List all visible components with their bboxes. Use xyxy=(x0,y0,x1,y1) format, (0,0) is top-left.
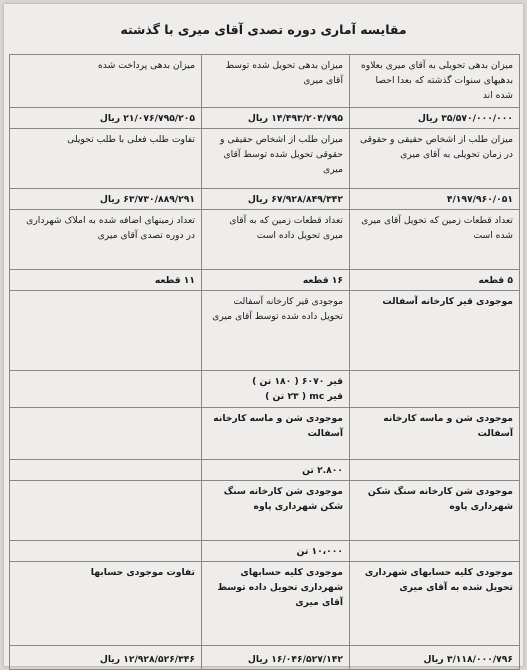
table-cell: موجودی کلیه حسابهای شهرداری تحویل داده توسط آقای میری xyxy=(202,562,350,646)
table-row-debt-headers xyxy=(10,55,520,108)
table-cell-value: ۲۱/۰۷۶/۷۹۵/۲۰۵ ریال xyxy=(10,108,202,129)
table-cell xyxy=(10,291,202,371)
table-cell: تعداد زمینهای اضافه شده به املاک شهرداری در دوره تصدی آقای میری xyxy=(10,210,202,270)
table-cell-value: ۶۳/۷۳۰/۸۸۹/۲۹۱ ریال xyxy=(10,189,202,210)
table-cell: میزان طلب از اشخاص حقیقی و حقوقی تحویل شده توسط آقای میری xyxy=(202,129,350,189)
table-cell-value: ۴/۱۹۷/۹۶۰/۰۵۱ xyxy=(350,189,520,210)
table-row-accounts-headers xyxy=(10,562,520,646)
table-cell-value xyxy=(350,460,520,481)
table-row-land-values xyxy=(10,270,520,291)
table-cell-value xyxy=(350,541,520,562)
table-cell-value: ۵ قطعه xyxy=(350,270,520,291)
table-row-land-headers xyxy=(10,210,520,270)
table-cell: تفاوت موجودی حسابها xyxy=(10,562,202,646)
table-cell-value: ۱۰،۰۰۰ تن xyxy=(202,541,350,562)
document-title: مقایسه آماری دوره تصدی آقای میری با گذشته xyxy=(120,22,407,37)
table-cell: موجودی شن کارخانه سنگ شکن شهرداری پاوه xyxy=(350,481,520,541)
table-cell: موجودی شن و ماسه کارخانه آسفالت xyxy=(202,408,350,460)
table-cell-value xyxy=(10,460,202,481)
table-cell-value xyxy=(10,541,202,562)
table-cell-value: ۱۴/۴۹۳/۲۰۴/۷۹۵ ریال xyxy=(202,108,350,129)
table-row-receivables-headers xyxy=(10,129,520,189)
table-cell: موجودی کلیه حسابهای شهرداری تحویل شده به آقای میری xyxy=(350,562,520,646)
table-cell: موجودی قیر کارخانه آسفالت تحویل داده شده توسط آقای میری xyxy=(202,291,350,371)
table-cell-value: قیر ۶۰۷۰ ( ۱۸۰ تن ) قیر mc ( ۲۳ تن ) xyxy=(202,371,350,408)
comparison-table xyxy=(9,54,520,670)
table-cell: موجودی قیر کارخانه آسفالت xyxy=(350,291,520,371)
table-cell: موجودی شن و ماسه کارخانه آسفالت xyxy=(350,408,520,460)
table-row-bitumen-headers xyxy=(10,291,520,371)
table-cell-value: ۱۶ قطعه xyxy=(202,270,350,291)
table-cell: میزان طلب از اشخاص حقیقی و حقوقی در زمان تحویلی به آقای میری xyxy=(350,129,520,189)
document-page xyxy=(4,4,523,666)
table-cell: تعداد قطعات زمین که تحویل آقای میری شده است xyxy=(350,210,520,270)
table-cell-value: ۶۷/۹۲۸/۸۴۹/۳۴۲ ریال xyxy=(202,189,350,210)
table-row-receivables-values xyxy=(10,189,520,210)
table-cell: تعداد قطعات زمین که به آقای میری تحویل داده است xyxy=(202,210,350,270)
table-cell-value xyxy=(350,371,520,408)
table-row-bitumen-values xyxy=(10,371,520,408)
table-cell-value xyxy=(10,371,202,408)
table-cell-value: ۳/۱۱۸/۰۰۰/۷۹۶ ریال xyxy=(350,646,520,670)
table-row-accounts-values xyxy=(10,646,520,670)
table-cell xyxy=(10,408,202,460)
table-cell-value: ۱۱ قطعه xyxy=(10,270,202,291)
table-row-debt-values xyxy=(10,108,520,129)
table-cell xyxy=(10,481,202,541)
table-cell: میزان بدهی تحویلی به آقای میری بعلاوه بدهیهای سنوات گذشته که بعدا احصا شده اند xyxy=(350,55,520,108)
table-row-sand-values xyxy=(10,460,520,481)
table-cell: میزان بدهی تحویل شده توسط آقای میری xyxy=(202,55,350,108)
table-cell: میزان بدهی پرداخت شده xyxy=(10,55,202,108)
table-row-gravel-values xyxy=(10,541,520,562)
table-row-sand-headers xyxy=(10,408,520,460)
table-cell-value: ۳۵/۵۷۰/۰۰۰/۰۰۰ ریال xyxy=(350,108,520,129)
table-cell: تفاوت طلب فعلی با طلب تحویلی xyxy=(10,129,202,189)
table-cell: موجودی شن کارخانه سنگ شکن شهرداری پاوه xyxy=(202,481,350,541)
table-cell-value: ۲.۸۰۰ تن xyxy=(202,460,350,481)
table-row-gravel-headers xyxy=(10,481,520,541)
table-cell-value: ۱۶/۰۴۶/۵۲۷/۱۴۲ ریال xyxy=(202,646,350,670)
table-cell-value: ۱۲/۹۲۸/۵۲۶/۳۴۶ ریال xyxy=(10,646,202,670)
